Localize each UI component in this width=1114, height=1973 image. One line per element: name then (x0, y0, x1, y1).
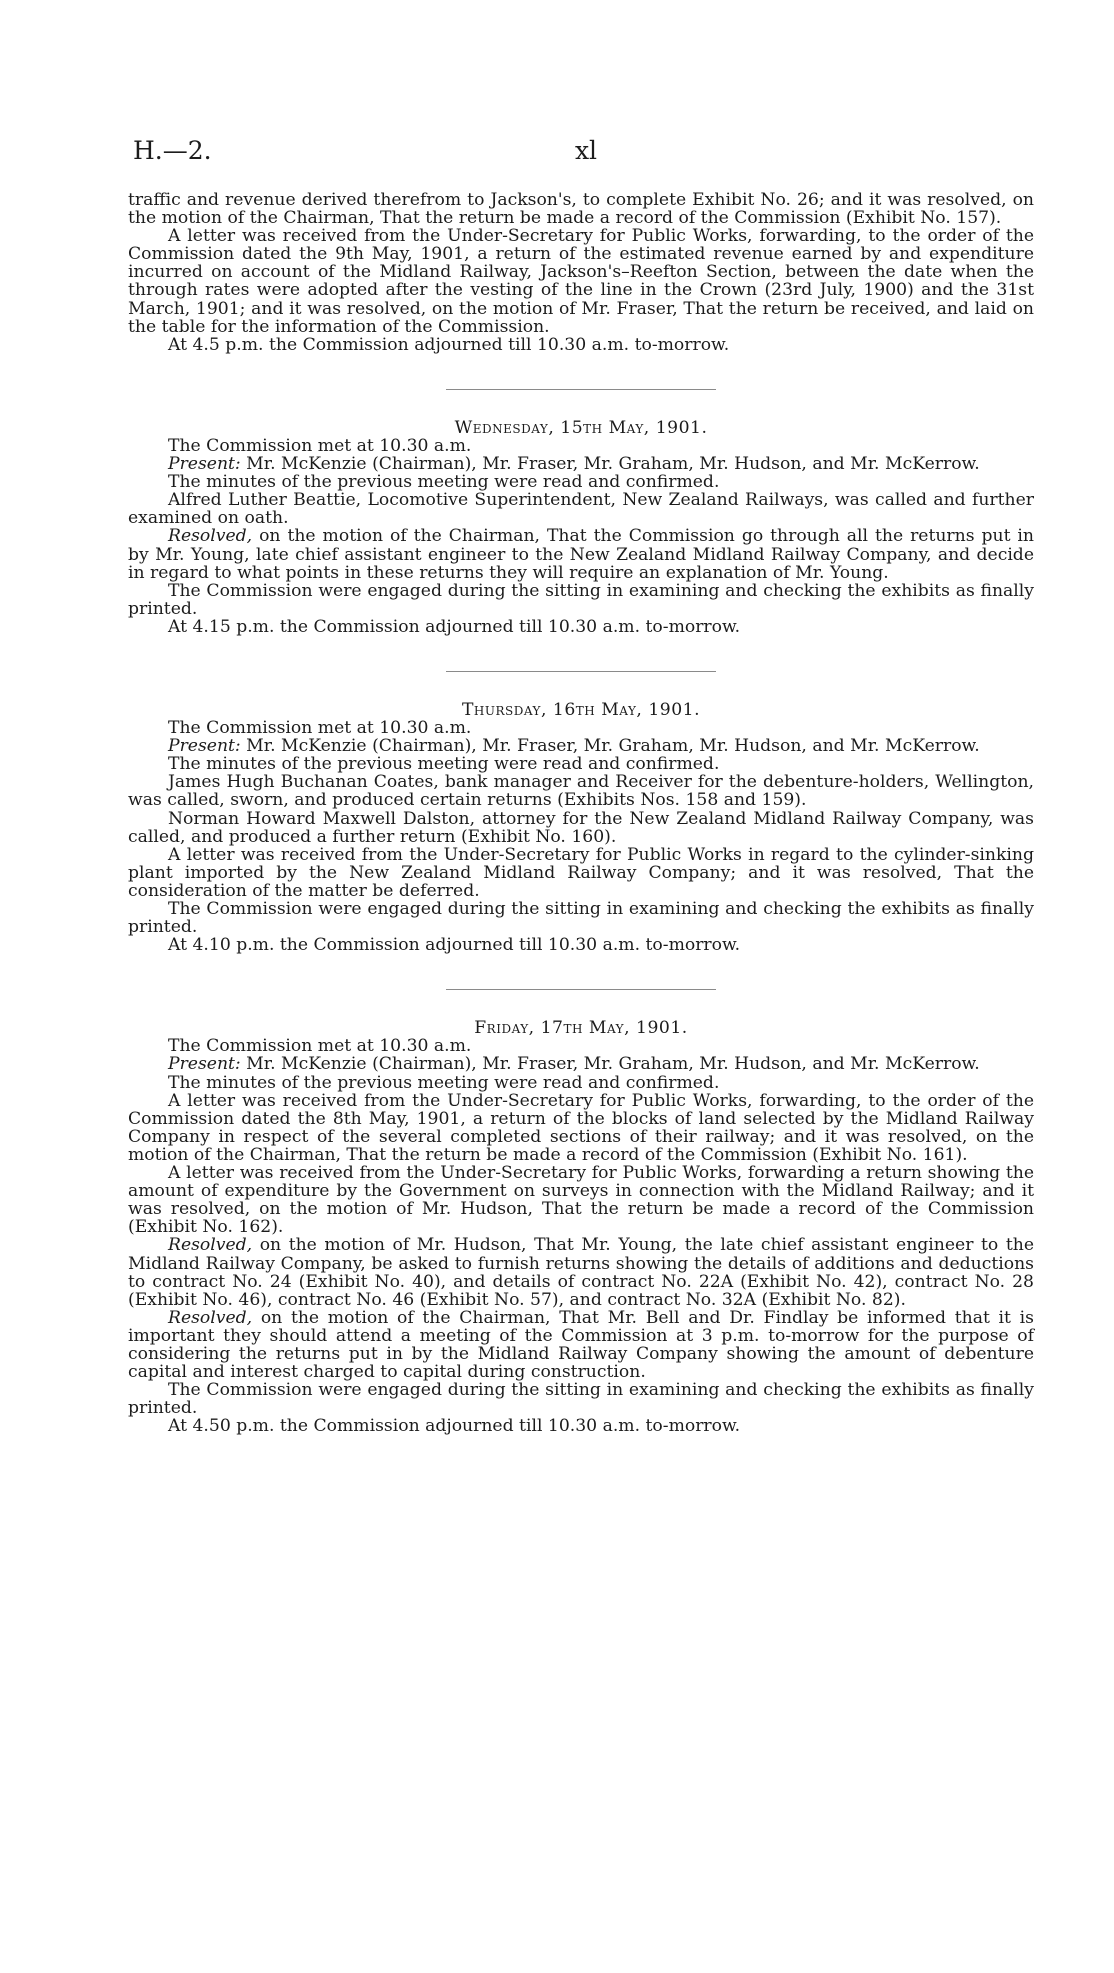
adjournment-note: At 4.15 p.m. the Commission adjourned till 10.30 a.m. to-morrow. (168, 616, 741, 637)
present-label: Present: (168, 1054, 241, 1075)
meeting-opened: The Commission met at 10.30 a.m. (168, 718, 472, 739)
document-body (128, 191, 1034, 1435)
page-header (133, 136, 1039, 176)
letter-entry: A letter was received from the Under-Secretary for Public Works, forwarding, to the order of the Commission dated the 8th May, 1901, a return of the blocks of land selected by the Midland Railway Company in respect of the several completed sections of their railway; and it was resolved, on the motion of the Chairman, That the return be made a record of the Commission (Exhibit No. 161). (128, 1090, 1034, 1165)
minutes-note: The minutes of the previous meeting were read and confirmed. (168, 1072, 720, 1093)
friday-section (128, 1019, 1034, 1435)
paragraph: traffic and revenue derived therefrom to Jackson's, to complete Exhibit No. 26; and it was resolved, on the motion of the Chairman, That the return be made a record of the Commission (Exhibit No. 157). (128, 190, 1034, 229)
document-reference: H.—2. (133, 136, 212, 165)
attendance-list: Mr. McKenzie (Chairman), Mr. Fraser, Mr. Graham, Mr. Hudson, and Mr. McKerrow. (240, 1054, 980, 1075)
thursday-section (128, 701, 1034, 954)
witness-entry: Norman Howard Maxwell Dalston, attorney for the New Zealand Midland Railway Company, was called, and produced a further return (Exhibit No. 160). (128, 808, 1034, 847)
engagement-note: The Commission were engaged during the sitting in examining and checking the exhibits as finally printed. (128, 580, 1034, 619)
paragraph: A letter was received from the Under-Secretary for Public Works, forwarding, to the order of the Commission dated the 9th May, 1901, a return of the estimated revenue earned by and expenditure incurred on account of the Midland Railway, Jackson's–Reefton Section, between the date when the through rates were adopted after the vesting of the line in the Crown (23rd July, 1900) and the 31st March, 1901; and it was resolved, on the motion of Mr. Fraser, That the return be received, and laid on the table for the information of the Commission. (128, 226, 1034, 337)
resolution (128, 1309, 1034, 1381)
resolution (128, 527, 1034, 581)
wednesday-section (128, 419, 1034, 636)
meeting-opened: The Commission met at 10.30 a.m. (168, 435, 472, 456)
engagement-note: The Commission were engaged during the sitting in examining and checking the exhibits as finally printed. (128, 1380, 1034, 1419)
letter-entry: A letter was received from the Under-Secretary for Public Works, forwarding a return showing the amount of expenditure by the Government on surveys in connection with the Midland Railway; and it was resolved, on the motion of Mr. Hudson, That the return be made a record of the Commission (Exhibit No. 162). (128, 1163, 1034, 1238)
attendance-list: Mr. McKenzie (Chairman), Mr. Fraser, Mr. Graham, Mr. Hudson, and Mr. McKerrow. (240, 454, 980, 475)
resolution-text: on the motion of the Chairman, That the Commission go through all the returns put in by Mr. Young, late chief assistant engineer to the New Zealand Midland Railway Company, and decide in regard to what points in these returns they will require an explanation of Mr. Young. (128, 526, 1034, 583)
meeting-opened: The Commission met at 10.30 a.m. (168, 1036, 472, 1057)
present-label: Present: (168, 736, 241, 757)
attendance (128, 737, 1034, 755)
resolved-label: Resolved, (168, 526, 253, 547)
attendance (128, 1055, 1034, 1073)
resolution-text: on the motion of Mr. Hudson, That Mr. Young, the late chief assistant engineer to the Midland Railway Company, be asked to furnish returns showing the details of additions and deductions to contract No. 24 (Exhibit No. 40), and details of contract No. 22A (Exhibit No. 42), contract No. 28 (Exhibit No. 46), contract No. 46 (Exhibit No. 57), and contract No. 32A (Exhibit No. 82). (128, 1235, 1034, 1310)
witness-entry: Alfred Luther Beattie, Locomotive Superintendent, New Zealand Railways, was called and further examined on oath. (128, 490, 1034, 529)
minutes-note: The minutes of the previous meeting were read and confirmed. (168, 472, 720, 493)
witness-entry: James Hugh Buchanan Coates, bank manager and Receiver for the debenture-holders, Wellington, was called, sworn, and produced certain returns (Exhibits Nos. 158 and 159). (128, 772, 1034, 811)
adjournment-note: At 4.5 p.m. the Commission adjourned till 10.30 a.m. to-morrow. (168, 334, 730, 355)
minutes-note: The minutes of the previous meeting were read and confirmed. (168, 754, 720, 775)
resolved-label: Resolved, (168, 1235, 253, 1256)
resolution-text: on the motion of the Chairman, That Mr. Bell and Dr. Findlay be informed that it is important they should attend a meeting of the Commission at 3 p.m. to-morrow for the purpose of considering the returns put in by the Midland Railway Company showing the amount of debenture capital and interest charged to capital during construction. (128, 1307, 1034, 1383)
adjournment-note: At 4.50 p.m. the Commission adjourned till 10.30 a.m. to-morrow. (168, 1416, 741, 1437)
section-divider (446, 389, 716, 390)
engagement-note: The Commission were engaged during the sitting in examining and checking the exhibits as finally printed. (128, 899, 1034, 938)
day-heading: Thursday, 16th May, 1901. (461, 699, 701, 720)
intro-section (128, 191, 1034, 354)
section-divider (446, 989, 716, 990)
day-heading: Wednesday, 15th May, 1901. (454, 417, 708, 438)
adjournment-note: At 4.10 p.m. the Commission adjourned till 10.30 a.m. to-morrow. (168, 935, 741, 956)
resolution (128, 1236, 1034, 1308)
section-divider (446, 671, 716, 672)
present-label: Present: (168, 454, 241, 475)
resolved-label: Resolved, (168, 1307, 253, 1328)
attendance (128, 455, 1034, 473)
day-heading: Friday, 17th May, 1901. (474, 1018, 688, 1039)
letter-entry: A letter was received from the Under-Secretary for Public Works in regard to the cylinder-sinking plant imported by the New Zealand Midland Railway Company; and it was resolved, That the consideration of the matter be deferred. (128, 844, 1034, 901)
attendance-list: Mr. McKenzie (Chairman), Mr. Fraser, Mr. Graham, Mr. Hudson, and Mr. McKerrow. (240, 736, 980, 757)
page-number: xl (574, 136, 598, 165)
